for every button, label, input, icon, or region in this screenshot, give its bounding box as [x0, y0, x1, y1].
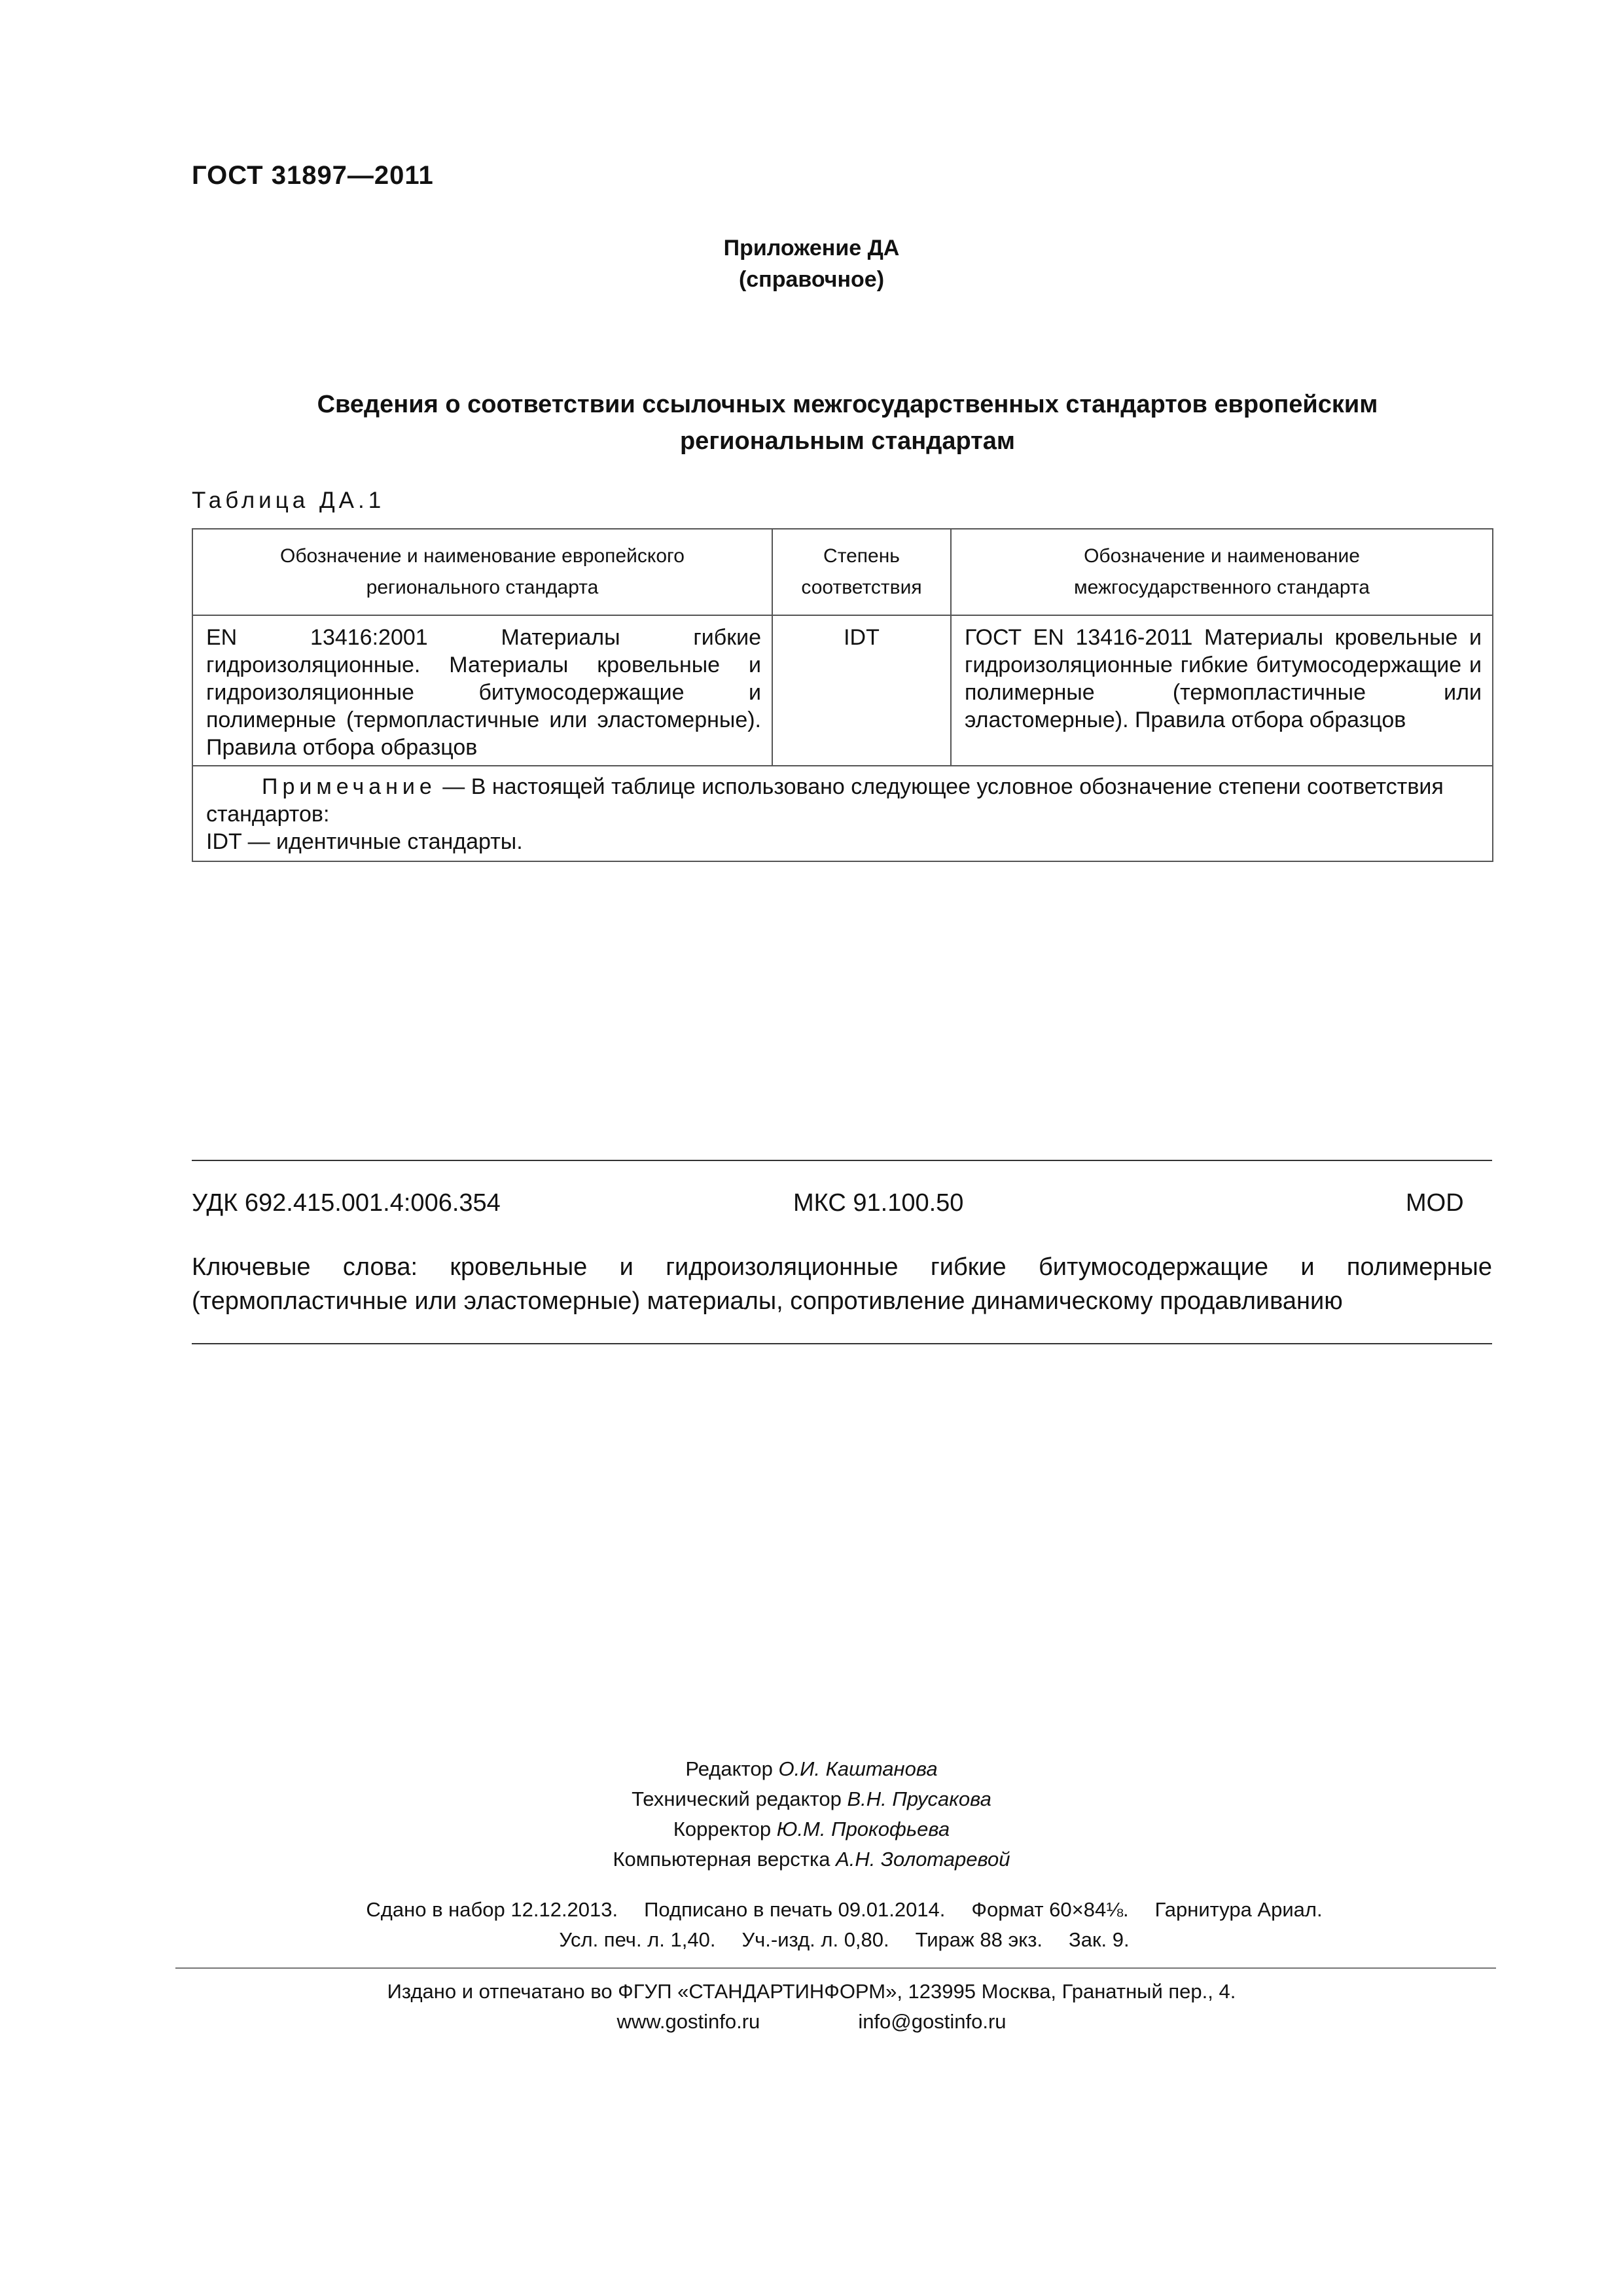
cell-european-standard: EN 13416:2001 Материалы гибкие гидроизоляционные. Материалы кровельные и гидроизоляционные битумосодержащие и полимерные (термопластичные или эластомерные). Правила отбора образцов: [192, 615, 772, 766]
table-label: Таблица ДА.1: [192, 488, 385, 513]
print-run: Тираж 88 экз.: [915, 1928, 1043, 1951]
typeface: Гарнитура Ариал.: [1154, 1898, 1323, 1921]
cell-interstate-standard: ГОСТ EN 13416-2011 Материалы кровельные и гидроизоляционные гибкие битумосодержащие и полимерные (термопластичные или эластомерные). Правила отбора образцов: [951, 615, 1493, 766]
publisher-line: Издано и отпечатано во ФГУП «СТАНДАРТИНФОРМ», 123995 Москва, Гранатный пер., 4.: [387, 1980, 1236, 2003]
correspondence-table: [192, 528, 1493, 862]
table-note-row: [192, 766, 1493, 861]
credit-proofreader: Корректор Ю.М. Прокофьева: [673, 1818, 950, 1840]
note-line-2: IDT — идентичные стандарты.: [206, 829, 523, 854]
cell-degree: IDT: [772, 615, 951, 766]
document-code: ГОСТ 31897—2011: [192, 161, 434, 190]
divider: [192, 1343, 1492, 1344]
email-link[interactable]: info@gostinfo.ru: [858, 2010, 1007, 2033]
annex-block: [0, 232, 1623, 295]
print-info-line-1: [0, 1895, 1623, 1925]
note-text: — В настоящей таблице использовано следующее условное обозначение степени соответствия стандартов:: [206, 774, 1444, 827]
print-sheets: Усл. печ. л. 1,40.: [559, 1928, 716, 1951]
website-link[interactable]: www.gostinfo.ru: [616, 2010, 760, 2033]
publisher-contacts: [0, 2007, 1623, 2037]
table-row: [192, 615, 1493, 766]
divider: [192, 1160, 1492, 1161]
print-info-line-2: [0, 1925, 1623, 1955]
note-label: Примечание: [262, 774, 437, 799]
submitted-date: Сдано в набор 12.12.2013.: [366, 1898, 618, 1921]
header-degree: Степень соответствия: [772, 529, 951, 615]
udk-code: УДК 692.415.001.4:006.354: [192, 1189, 501, 1217]
credit-technical-editor: Технический редактор В.Н. Прусакова: [632, 1787, 991, 1810]
correspondence-degree: MOD: [1406, 1189, 1464, 1217]
header-european-standard: Обозначение и наименование европейского регионального стандарта: [192, 529, 772, 615]
paper-format: Формат 60×84⅛.: [971, 1898, 1129, 1921]
keywords: Ключевые слова: кровельные и гидроизоляционные гибкие битумосодержащие и полимерные (термопластичные или эластомерные) материалы, сопротивление динамическому продавливанию: [192, 1253, 1492, 1315]
credits-block: [0, 1754, 1623, 1874]
heading-line-1: Сведения о соответствии ссылочных межгосударственных стандартов европейским: [317, 391, 1378, 418]
header-interstate-standard: Обозначение и наименование межгосударственного стандарта: [951, 529, 1493, 615]
publication-sheets: Уч.-изд. л. 0,80.: [741, 1928, 889, 1951]
section-heading: [0, 386, 1623, 459]
credit-layout: Компьютерная верстка А.Н. Золотаревой: [613, 1848, 1010, 1871]
annex-type: (справочное): [738, 267, 885, 292]
mks-code: МКС 91.100.50: [793, 1189, 964, 1217]
table-header-row: [192, 529, 1493, 615]
credit-editor: Редактор О.И. Каштанова: [685, 1757, 938, 1780]
signed-date: Подписано в печать 09.01.2014.: [644, 1898, 946, 1921]
table-note: [192, 766, 1493, 861]
divider: [175, 1967, 1496, 1969]
annex-title: Приложение ДА: [723, 236, 900, 260]
heading-line-2: региональным стандартам: [679, 427, 1016, 455]
order-number: Зак. 9.: [1069, 1928, 1130, 1951]
